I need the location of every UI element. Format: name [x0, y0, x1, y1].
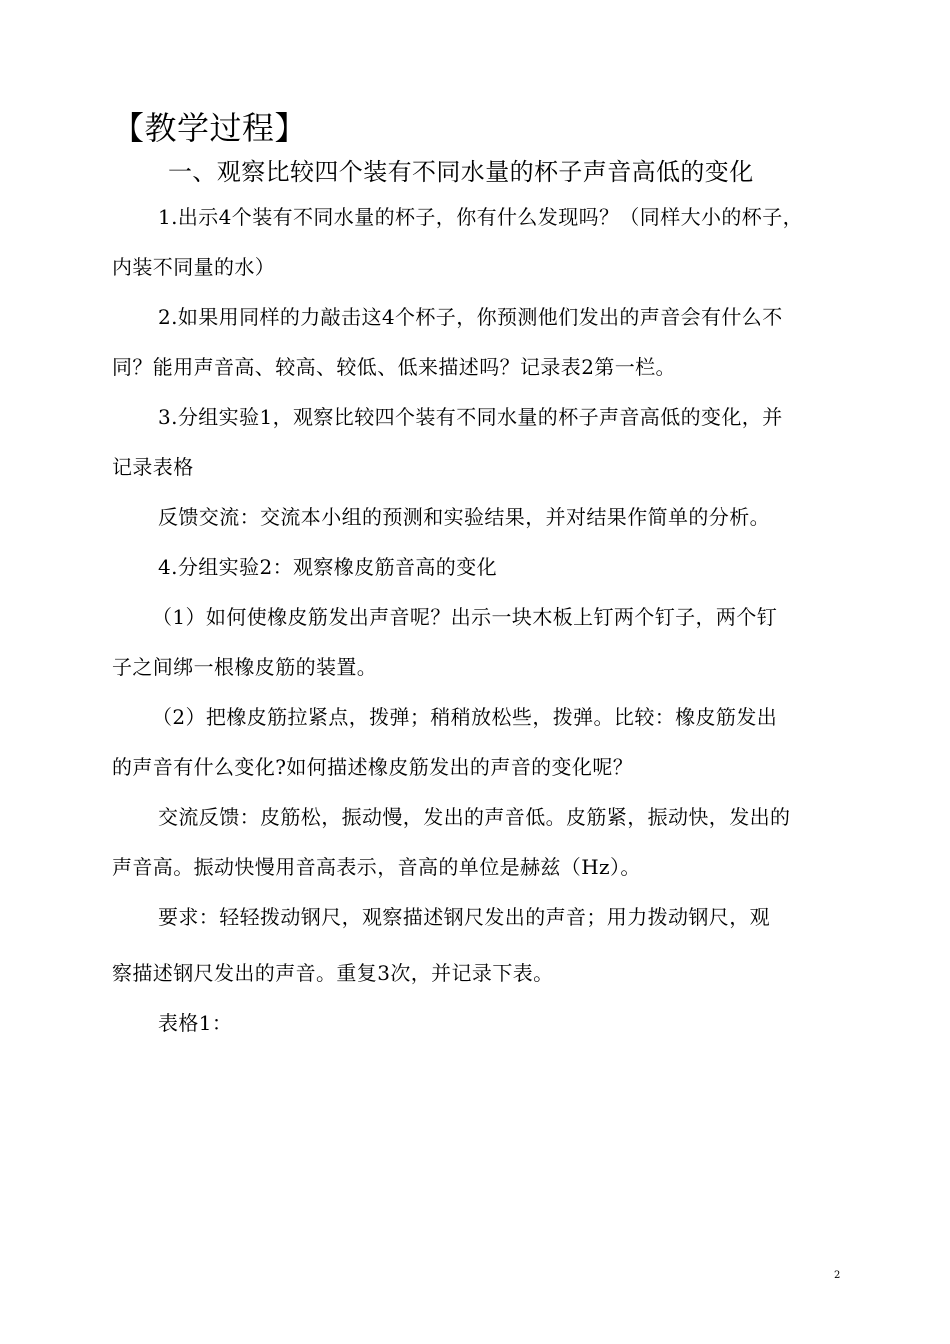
paragraph-line: 反馈交流：交流本小组的预测和实验结果，并对结果作简单的分析。 [158, 505, 770, 529]
paragraph-line: 同？能用声音高、较高、较低、低来描述吗？记录表2第一栏。 [112, 355, 676, 379]
paragraph-line: 察描述钢尺发出的声音。重复3次，并记录下表。 [112, 961, 554, 985]
paragraph-line: 交流反馈：皮筋松，振动慢，发出的声音低。皮筋紧，振动快，发出的 [158, 805, 791, 829]
paragraph-line: 要求：轻轻拨动钢尺，观察描述钢尺发出的声音；用力拨动钢尺，观 [158, 905, 770, 929]
paragraph-line: 内装不同量的水） [112, 255, 276, 279]
section-title: 一、观察比较四个装有不同水量的杯子声音高低的变化 [168, 158, 754, 186]
paragraph-line: （2）把橡皮筋拉紧点，拨弹；稍稍放松些，拨弹。比较：橡皮筋发出 [152, 705, 778, 729]
paragraph-line: 声音高。振动快慢用音高表示，音高的单位是赫兹（Hz）。 [112, 855, 641, 879]
paragraph-line: （1）如何使橡皮筋发出声音呢？出示一块木板上钉两个钉子，两个钉 [152, 605, 778, 629]
paragraph-line: 1.出示4个装有不同水量的杯子，你有什么发现吗？（同样大小的杯子， [158, 205, 804, 229]
paragraph-line: 2.如果用同样的力敲击这4个杯子，你预测他们发出的声音会有什么不 [158, 305, 783, 329]
page-number: 2 [834, 1270, 841, 1281]
paragraph-line: 表格1： [158, 1011, 233, 1035]
page-heading: 【教学过程】 [112, 109, 308, 147]
paragraph-line: 的声音有什么变化?如何描述橡皮筋发出的声音的变化呢？ [112, 755, 634, 779]
paragraph-line: 记录表格 [112, 455, 194, 479]
paragraph-line: 3.分组实验1，观察比较四个装有不同水量的杯子声音高低的变化，并 [158, 405, 783, 429]
paragraph-line: 4.分组实验2：观察橡皮筋音高的变化 [158, 555, 498, 579]
paragraph-line: 子之间绑一根橡皮筋的装置。 [112, 655, 378, 679]
